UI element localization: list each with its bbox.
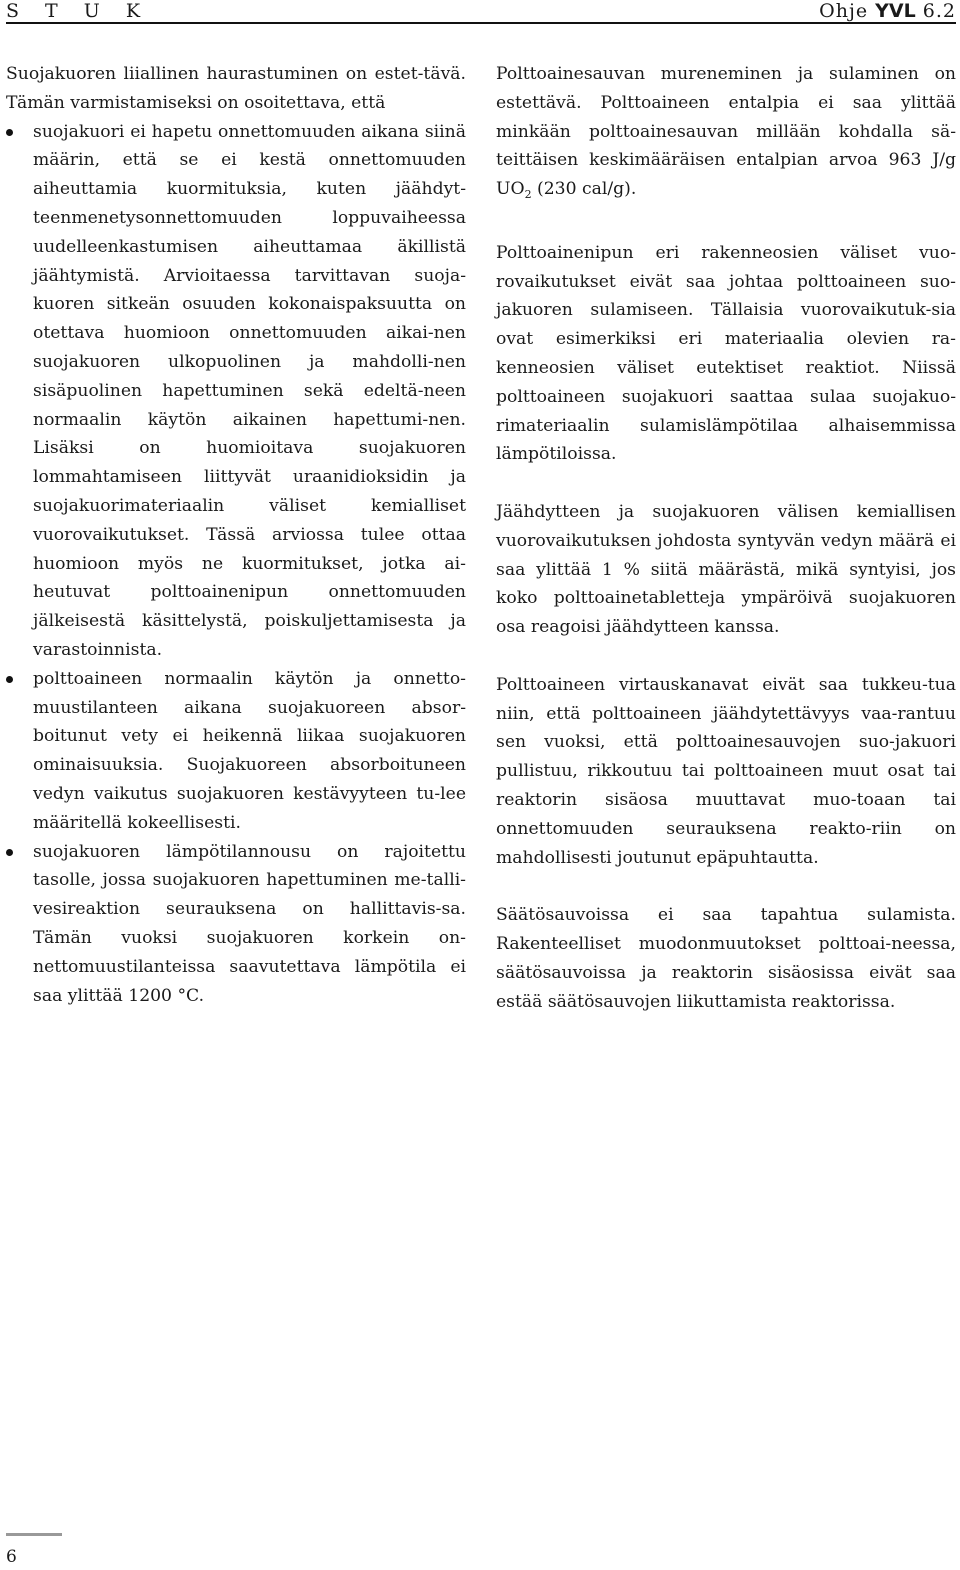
fuel-rod-paragraph xyxy=(496,60,956,210)
fuel-rod-text: Polttoainesauvan mureneminen ja sulaminen on estettävä. Polttoaineen entalpia ei saa ylittää minkään polttoainesauvan millään kohdalla sä-teittäisen keskimääräisen entalpian arvoa 963 J/g UO xyxy=(496,64,956,200)
header-brand: S T U K xyxy=(6,0,151,22)
list-item: suojakuoren lämpötilannousu on rajoitettu tasolle, jossa suojakuoren hapettuminen me-talli-vesireaktion seurauksena on hallittavis-sa. Tämän vuoksi suojakuoren korkein on-nettomuustilanteissa saavutettava lämpötila ei saa ylittää 1200 °C. xyxy=(6,838,466,1011)
interaction-paragraph: Polttoainenipun eri rakenneosien väliset vuo-rovaikutukset eivät saa johtaa polttoaineen suo-jakuoren sulamiseen. Tällaisia vuorovaikutuk-sia ovat esimerkiksi eri materiaalia olevien ra-kenneosien väliset eutektiset reaktiot. Niissä polttoaineen suojakuori saattaa sulaa suojakuo-rimateriaalin sulamislämpötilaa alhaisemmissa lämpötiloissa. xyxy=(496,242,956,465)
page-header xyxy=(6,0,956,24)
guide-prefix: Ohje xyxy=(819,0,876,22)
left-column xyxy=(6,60,466,1010)
guide-number: 6.2 xyxy=(915,0,956,22)
fuel-rod-tail: (230 cal/g). xyxy=(531,179,637,200)
right-column xyxy=(496,60,956,1045)
left-intro-paragraph: Suojakuoren liiallinen haurastuminen on estet-tävä. Tämän varmistamiseksi on osoitettava, että xyxy=(6,64,466,113)
flow-channel-paragraph: Polttoaineen virtauskanavat eivät saa tukkeu-tua niin, että polttoaineen jäähdytettävyys vaa-rantuu sen vuoksi, että polttoainesauvojen suo-jakuori pullistuu, rikkoutuu tai polttoaineen muut osat tai reaktorin sisäosa muuttavat muo-toaan tai onnettomuuden seurauksena reakto-riin on mahdollisesti joutunut epäpuhtautta. xyxy=(496,674,956,868)
list-item: suojakuori ei hapetu onnettomuuden aikana siinä määrin, että se ei kestä onnettomuuden aiheuttamia kuormituksia, kuten jäähdyt-teenmenetysonnettomuuden loppuvaiheessa uudelleenkastumisen aiheuttamaa äkillistä jäähtymistä. Arvioitaessa tarvittavan suoja-kuoren sitkeän osuuden kokonaispaksuutta on otettava huomioon onnettomuuden aikai-nen suojakuoren ulkopuolinen ja mahdolli-nen sisäpuolinen hapettuminen sekä edeltä-neen normaalin käytön aikainen hapettumi-nen. Lisäksi on huomioitava suojakuoren lommahtamiseen liittyvät uraanidioksidin ja suojakuorimateriaalin väliset kemialliset vuorovaikutukset. Tässä arviossa tulee ottaa huomioon myös ne kuormitukset, jotka ai-heutuvat polttoainenipun onnettomuuden jälkeisestä käsittelystä, poiskuljettamisesta ja varastoinnista. xyxy=(6,118,466,665)
page-number: 6 xyxy=(6,1547,17,1567)
header-guide-label xyxy=(819,0,956,22)
hydrogen-paragraph: Jäähdytteen ja suojakuoren välisen kemiallisen vuorovaikutuksen johdosta syntyvän vedyn määrä ei saa ylittää 1 % siitä määrästä, mikä syntyisi, jos koko polttoainetabletteja ympäröivä suojakuoren osa reagoisi jäähdytteen kanssa. xyxy=(496,501,956,638)
footer-rule xyxy=(6,1533,62,1536)
guide-code: YVL xyxy=(875,0,916,22)
uo2-subscript: 2 xyxy=(524,188,532,202)
requirement-list xyxy=(6,118,466,1011)
list-item: polttoaineen normaalin käytön ja onnetto-muustilanteen aikana suojakuoreen absor-boitunut vety ei heikennä liikaa suojakuoren ominaisuuksia. Suojakuoreen absorboituneen vedyn vaikutus suojakuoren kestävyyteen tu-lee määritellä kokeellisesti. xyxy=(6,665,466,838)
control-rod-paragraph: Säätösauvoissa ei saa tapahtua sulamista. Rakenteelliset muodonmuutokset polttoai-neessa, säätösauvoissa ja reaktorin sisäosissa eivät saa estää säätösauvojen liikuttamista reaktorissa. xyxy=(496,905,956,1012)
